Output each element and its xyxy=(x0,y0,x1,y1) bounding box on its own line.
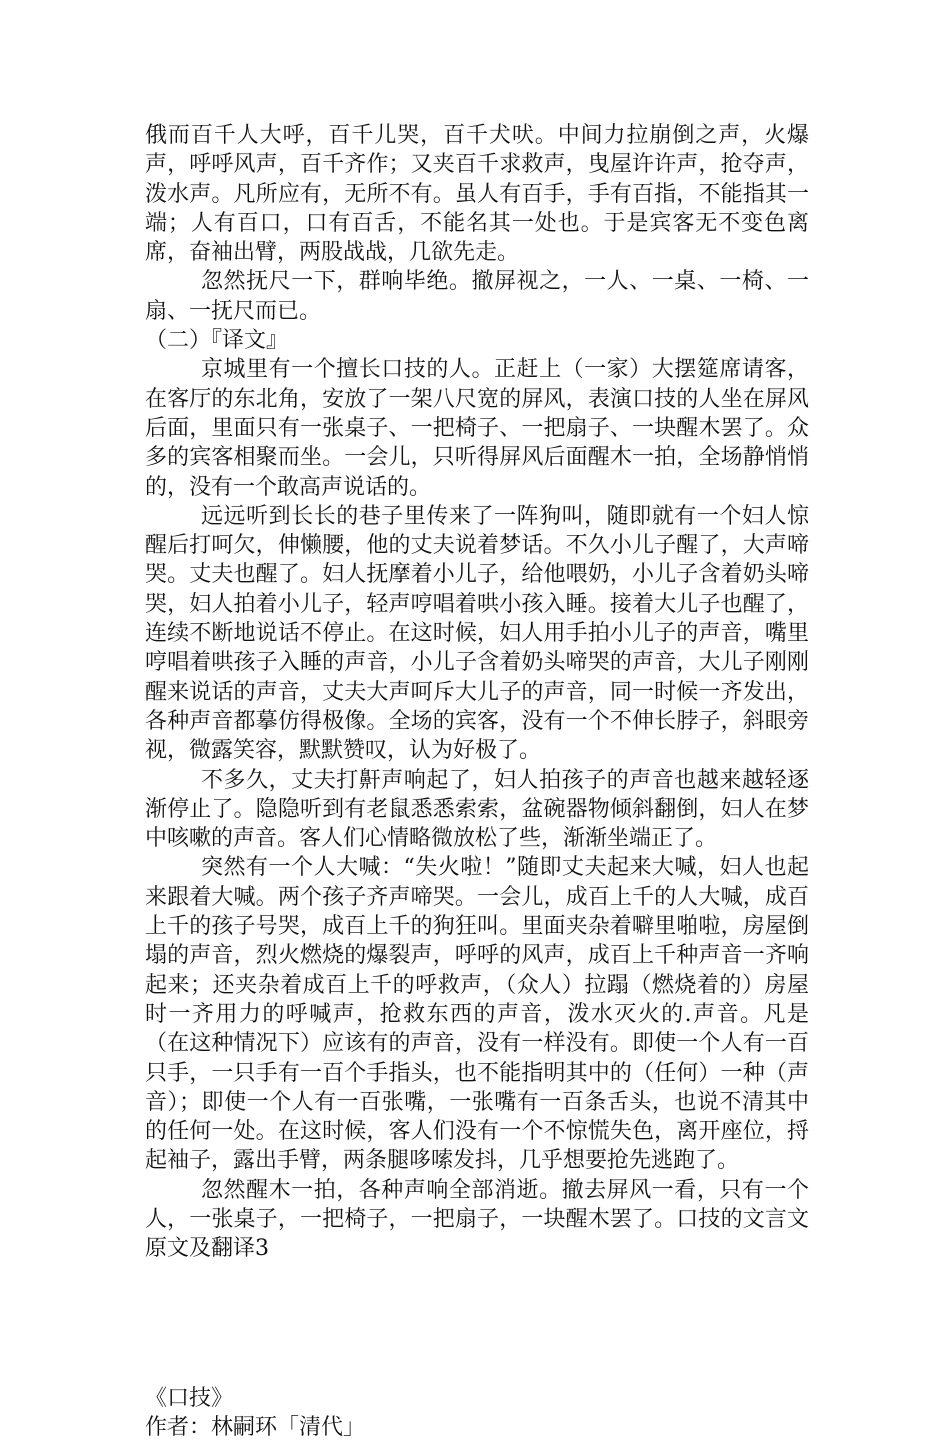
paragraph-original-ending: 忽然抚尺一下，群响毕绝。撤屏视之，一人、一桌、一椅、一扇、一抚尺而已。 xyxy=(145,269,809,324)
document-body xyxy=(145,121,809,1442)
paragraph-translation-5: 忽然醒木一拍，各种声响全部消逝。撤去屏风一看，只有一个人，一张桌子，一把椅子，一把扇子，一块醒木罢了。口技的文言文原文及翻译3 xyxy=(145,1177,809,1262)
paragraph-translation-4: 突然有一个人大喊：“失火啦！”随即丈夫起来大喊，妇人也起来跟着大喊。两个孩子齐声啼哭。一会儿，成百上千的人大喊，成百上千的孩子号哭，成百上千的狗狂叫。里面夹杂着噼里啪啦，房屋倒塌的声音，烈火燃烧的爆裂声，呼呼的风声，成百上千种声音一齐响起来；还夹杂着成百上千的呼救声，（众人）拉蹋（燃烧着的）房屋时一齐用力的呼喊声，抢救东西的声音，泼水灭火的.声音。凡是（在这种情况下）应该有的声音，没有一样没有。即使一个人有一百只手，一只手有一百个手指头，也不能指明其中的（任何）一种（声音）；即使一个人有一百张嘴，一张嘴有一百条舌头，也说不清其中的任何一处。在这时候，客人们没有一个不惊慌失色，离开座位，捋起袖子，露出手臂，两条腿哆嗦发抖，几乎想要抢先逃跑了。 xyxy=(145,855,809,1174)
paragraph-translation-1: 京城里有一个擅长口技的人。正赶上（一家）大摆筵席请客，在客厅的东北角，安放了一架八尺宽的屏风，表演口技的人坐在屏风后面，里面只有一张桌子、一把椅子、一把扇子、一块醒木罢了。众多的宾客相聚而坐。一会儿，只听得屏风后面醒木一拍，全场静悄悄的，没有一个敢高声说话的。 xyxy=(145,357,809,500)
work-author: 作者：林嗣环「清代」 xyxy=(145,1414,366,1440)
work-title: 《口技》 xyxy=(145,1385,234,1411)
section-heading-translation: （二）『译文』 xyxy=(145,328,289,354)
blank-space xyxy=(145,1264,809,1384)
paragraph-translation-2: 远远听到长长的巷子里传来了一阵狗叫，随即就有一个妇人惊醒后打呵欠，伸懒腰，他的丈夫说着梦话。不久小儿子醒了，大声啼哭。丈夫也醒了。妇人抚摩着小儿子，给他喂奶，小儿子含着奶头啼哭，妇人拍着小儿子，轻声哼唱着哄小孩入睡。接着大儿子也醒了，连续不断地说话不停止。在这时候，妇人用手拍小儿子的声音，嘴里哼唱着哄孩子入睡的声音，小儿子含着奶头啼哭的声音，大儿子刚刚醒来说话的声音，丈夫大声呵斥大儿子的声音，同一时候一齐发出，各种声音都摹仿得极像。全场的宾客，没有一个不伸长脖子，斜眼旁视，微露笑容，默默赞叹，认为好极了。 xyxy=(145,503,809,764)
paragraph-translation-3: 不多久，丈夫打鼾声响起了，妇人拍孩子的声音也越来越轻逐渐停止了。隐隐听到有老鼠悉悉索索，盆碗器物倾斜翻倒，妇人在梦中咳嗽的声音。客人们心情略微放松了些，渐渐坐端正了。 xyxy=(145,767,809,852)
paragraph-original-text: 俄而百千人大呼，百千儿哭，百千犬吠。中间力拉崩倒之声，火爆声，呼呼风声，百千齐作；又夹百千求救声，曳屋许许声，抢夺声，泼水声。凡所应有，无所不有。虽人有百手，手有百指，不能指其一端；人有百口，口有百舌，不能名其一处也。于是宾客无不变色离席，奋袖出臂，两股战战，几欲先走。 xyxy=(145,123,809,266)
